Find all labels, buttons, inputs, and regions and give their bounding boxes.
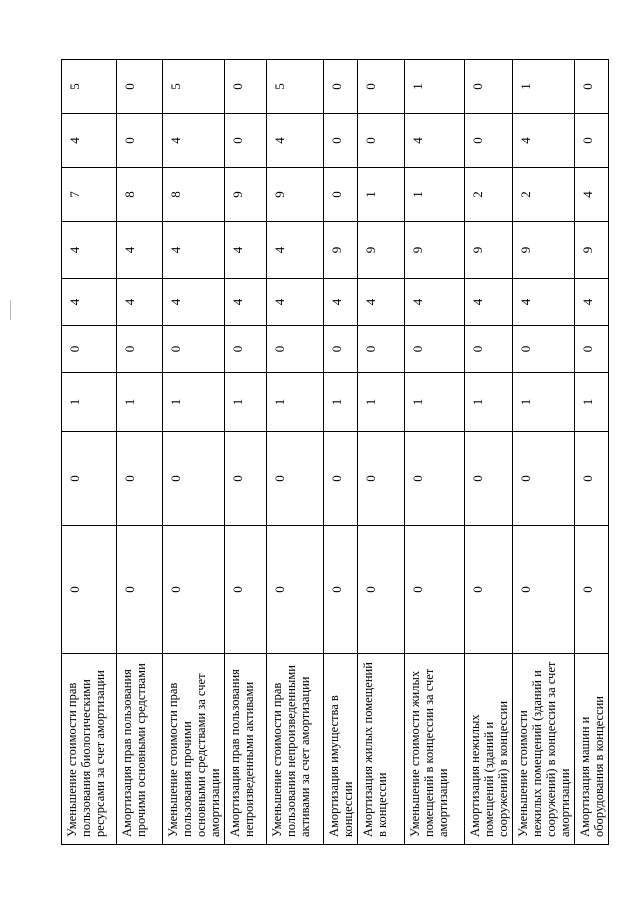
code-cell: 0 — [465, 114, 513, 168]
code-cell: 0 — [117, 526, 163, 654]
code-cell: 0 — [575, 326, 609, 373]
code-cell: 0 — [358, 326, 405, 373]
code-cell: 0 — [324, 60, 358, 114]
code-cell: 0 — [117, 326, 163, 373]
code-cell: 4 — [62, 114, 117, 168]
code-cell: 1 — [575, 373, 609, 432]
code-cell: 4 — [117, 222, 163, 279]
table-row — [62, 60, 117, 845]
code-cell: 0 — [225, 526, 267, 654]
code-cell: 4 — [358, 279, 405, 326]
row-label: Уменьшение стоимости нежилых помещений (зданий и сооружений) в концессии за счет амортизации — [513, 654, 575, 845]
code-cell: 0 — [62, 432, 117, 526]
row-label: Уменьшение стоимости прав пользования непроизведенными активами за счет амортизации — [267, 654, 324, 845]
code-cell: 1 — [324, 373, 358, 432]
code-cell: 0 — [465, 326, 513, 373]
table-row — [324, 60, 358, 845]
code-cell: 0 — [405, 526, 465, 654]
code-cell: 0 — [117, 60, 163, 114]
code-cell: 0 — [324, 114, 358, 168]
code-cell: 9 — [267, 168, 324, 222]
code-cell: 4 — [513, 279, 575, 326]
code-cell: 0 — [324, 168, 358, 222]
code-cell: 0 — [405, 326, 465, 373]
code-cell: 0 — [225, 432, 267, 526]
table-row — [267, 60, 324, 845]
code-cell: 5 — [163, 60, 225, 114]
code-cell: 4 — [62, 279, 117, 326]
row-label: Амортизация прав пользования непроизведенными активами — [225, 654, 267, 845]
code-cell: 4 — [405, 279, 465, 326]
code-cell: 4 — [575, 279, 609, 326]
code-cell: 4 — [324, 279, 358, 326]
code-cell: 0 — [575, 526, 609, 654]
code-cell: 9 — [465, 222, 513, 279]
code-cell: 0 — [513, 432, 575, 526]
code-cell: 0 — [575, 60, 609, 114]
row-label: Амортизация нежилых помещений (зданий и сооружений) в концессии — [465, 654, 513, 845]
code-cell: 0 — [324, 326, 358, 373]
code-cell: 0 — [117, 114, 163, 168]
code-cell: 0 — [225, 60, 267, 114]
row-label: Амортизация жилых помещений в концессии — [358, 654, 405, 845]
code-cell: 4 — [465, 279, 513, 326]
code-cell: 0 — [405, 432, 465, 526]
code-cell: 1 — [358, 373, 405, 432]
code-cell: 0 — [62, 526, 117, 654]
code-cell: 4 — [575, 168, 609, 222]
scan-artifact — [10, 300, 11, 320]
code-cell: 4 — [163, 279, 225, 326]
code-cell: 7 — [62, 168, 117, 222]
row-label: Уменьшение стоимости прав пользования биологическими ресурсами за счет амортизации — [62, 654, 117, 845]
code-cell: 0 — [358, 114, 405, 168]
code-cell: 1 — [163, 373, 225, 432]
code-cell: 8 — [117, 168, 163, 222]
code-cell: 0 — [465, 526, 513, 654]
code-cell: 1 — [513, 60, 575, 114]
code-cell: 0 — [513, 526, 575, 654]
code-cell: 1 — [465, 373, 513, 432]
code-cell: 9 — [575, 222, 609, 279]
table-row — [225, 60, 267, 845]
row-label: Уменьшение стоимости жилых помещений в концессии за счет амортизации — [405, 654, 465, 845]
code-cell: 4 — [163, 114, 225, 168]
row-label: Амортизация имущества в концессии — [324, 654, 358, 845]
code-cell: 5 — [267, 60, 324, 114]
table-row — [465, 60, 513, 845]
code-cell: 2 — [465, 168, 513, 222]
code-cell: 9 — [324, 222, 358, 279]
code-cell: 0 — [575, 114, 609, 168]
table-row — [405, 60, 465, 845]
code-cell: 0 — [267, 326, 324, 373]
code-cell: 0 — [465, 432, 513, 526]
code-cell: 0 — [267, 432, 324, 526]
code-cell: 0 — [324, 432, 358, 526]
code-cell: 4 — [163, 222, 225, 279]
code-cell: 0 — [358, 526, 405, 654]
code-cell: 9 — [513, 222, 575, 279]
code-cell: 1 — [513, 373, 575, 432]
code-cell: 1 — [405, 168, 465, 222]
row-label: Амортизация прав пользования прочими основными средствами — [117, 654, 163, 845]
code-cell: 0 — [163, 526, 225, 654]
code-cell: 0 — [225, 326, 267, 373]
code-cell: 0 — [225, 114, 267, 168]
code-cell: 0 — [513, 326, 575, 373]
table-row — [513, 60, 575, 845]
table-row — [575, 60, 609, 845]
code-cell: 4 — [405, 114, 465, 168]
code-cell: 1 — [405, 373, 465, 432]
code-cell: 1 — [267, 373, 324, 432]
code-cell: 4 — [225, 222, 267, 279]
code-cell: 0 — [358, 60, 405, 114]
code-cell: 0 — [62, 326, 117, 373]
code-cell: 1 — [358, 168, 405, 222]
code-cell: 8 — [163, 168, 225, 222]
rotated-document-table — [61, 60, 606, 845]
row-label: Уменьшение стоимости прав пользования прочими основными средствами за счет амортизации — [163, 654, 225, 845]
code-cell: 0 — [267, 526, 324, 654]
code-cell: 0 — [575, 432, 609, 526]
code-cell: 4 — [267, 279, 324, 326]
code-cell: 4 — [62, 222, 117, 279]
code-cell: 1 — [225, 373, 267, 432]
table-row — [358, 60, 405, 845]
code-cell: 1 — [405, 60, 465, 114]
code-cell: 0 — [117, 432, 163, 526]
code-cell: 0 — [358, 432, 405, 526]
code-cell: 4 — [513, 114, 575, 168]
code-cell: 0 — [163, 432, 225, 526]
code-cell: 1 — [117, 373, 163, 432]
code-cell: 1 — [62, 373, 117, 432]
code-cell: 0 — [465, 60, 513, 114]
amortization-table — [61, 59, 609, 845]
code-cell: 9 — [225, 168, 267, 222]
code-cell: 4 — [267, 114, 324, 168]
code-cell: 9 — [405, 222, 465, 279]
code-cell: 4 — [117, 279, 163, 326]
code-cell: 0 — [324, 526, 358, 654]
code-cell: 0 — [163, 326, 225, 373]
code-cell: 2 — [513, 168, 575, 222]
table-row — [117, 60, 163, 845]
code-cell: 5 — [62, 60, 117, 114]
code-cell: 9 — [358, 222, 405, 279]
table-row — [163, 60, 225, 845]
code-cell: 4 — [267, 222, 324, 279]
row-label: Амортизация машин и оборудования в концессии — [575, 654, 609, 845]
code-cell: 4 — [225, 279, 267, 326]
